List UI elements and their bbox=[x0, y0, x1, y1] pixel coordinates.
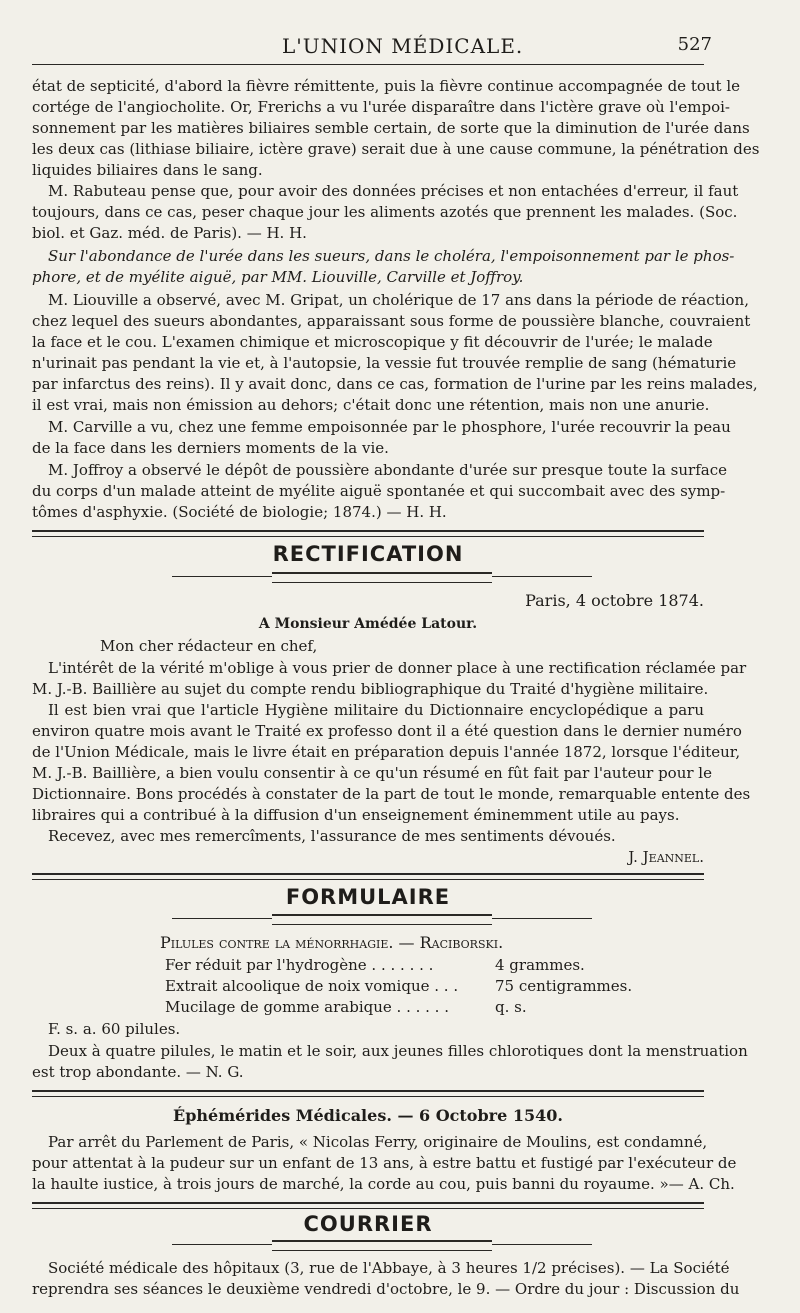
text-line: cortége de l'angiocholite. Or, Frerichs a vu l'urée disparaître dans l'ictère grave où l'empoi- bbox=[32, 98, 730, 116]
section-heading: FORMULAIRE bbox=[285, 885, 451, 909]
text-line: M. Rabuteau pense que, pour avoir des données précises et non entachées d'erreur, il faut bbox=[48, 182, 739, 200]
text-line: du corps d'un malade atteint de myélite aiguë spontanée et qui succombait avec des symp- bbox=[32, 482, 726, 500]
page-number: 527 bbox=[677, 34, 712, 55]
text-line: reprendra ses séances le deuxième vendredi d'octobre, le 9. — Ordre du jour : Discussion du bbox=[32, 1280, 740, 1298]
section-rule bbox=[32, 1202, 704, 1209]
text-line: chez lequel des sueurs abondantes, apparaissant sous forme de poussière blanche, couvraient bbox=[32, 312, 751, 330]
salutation: Mon cher rédacteur en chef, bbox=[100, 637, 318, 655]
text-line: la face et le cou. L'examen chimique et microscopique y fit découvrir de l'urée; le malade bbox=[32, 333, 713, 351]
text-line: M. Carville a vu, chez une femme empoisonnée par le phosphore, l'urée recouvrir la peau bbox=[48, 418, 731, 436]
ornamental-rule bbox=[172, 1240, 592, 1250]
formula-row bbox=[165, 955, 704, 976]
text-line: n'urinait pas pendant la vie et, à l'autopsie, la vessie fut trouvée remplie de sang (hématurie bbox=[32, 354, 737, 372]
formula-row bbox=[165, 976, 704, 997]
section-heading: RECTIFICATION bbox=[272, 542, 464, 566]
text-line: M. J.-B. Baillière au sujet du compte rendu bibliographique du Traité d'hygiène militaire. bbox=[32, 680, 709, 698]
formula-directions: F. s. a. 60 pilules. bbox=[48, 1020, 181, 1038]
text-line: tômes d'asphyxie. (Société de biologie; 1874.) — H. H. bbox=[32, 503, 447, 521]
formula-row bbox=[165, 997, 704, 1018]
text-line: est trop abondante. — N. G. bbox=[32, 1063, 244, 1081]
text-line: état de septicité, d'abord la fièvre rémittente, puis la fièvre continue accompagnée de tout le bbox=[32, 77, 741, 95]
text-line: les deux cas (lithiase biliaire, ictère grave) serait due à une cause commune, la pénétration des bbox=[32, 140, 760, 158]
text-line: M. Liouville a observé, avec M. Gripat, un cholérique de 17 ans dans la période de réaction, bbox=[48, 291, 749, 309]
running-header bbox=[32, 32, 712, 60]
text-line: Il est bien vrai que l'article Hygiène militaire du Dictionnaire encyclopédique a paru bbox=[48, 701, 704, 719]
section-heading: COURRIER bbox=[303, 1212, 433, 1236]
text-line: environ quatre mois avant le Traité ex professo dont il a été question dans le dernier numéro bbox=[32, 722, 742, 740]
section-rule bbox=[32, 530, 704, 537]
text-line: Recevez, avec mes remercîments, l'assurance de mes sentiments dévoués. bbox=[48, 827, 616, 845]
header-rule bbox=[32, 64, 704, 65]
ingredient: Extrait alcoolique de noix vomique . . . bbox=[165, 977, 459, 995]
text-line: par infarctus des reins). Il y avait donc, dans ce cas, formation de l'urine par les reins malades, bbox=[32, 375, 758, 393]
journal-title: L'UNION MÉDICALE. bbox=[282, 34, 524, 58]
section-rule bbox=[32, 1090, 704, 1097]
text-line: Dictionnaire. Bons procédés à constater de la part de tout le monde, remarquable entente des bbox=[32, 785, 751, 803]
text-line: de la face dans les derniers moments de la vie. bbox=[32, 439, 389, 457]
quantity: 75 centigrammes. bbox=[495, 977, 633, 995]
quantity: 4 grammes. bbox=[495, 956, 585, 974]
ornamental-rule bbox=[172, 572, 592, 582]
quantity: q. s. bbox=[495, 998, 527, 1016]
text-line: libraires qui a contribué à la diffusion d'un enseignement éminemment utile au pays. bbox=[32, 806, 680, 824]
ornamental-rule bbox=[172, 914, 592, 924]
signature: J. Jeannel. bbox=[628, 848, 704, 866]
text-line: biol. et Gaz. méd. de Paris). — H. H. bbox=[32, 224, 307, 242]
text-line: M. Joffroy a observé le dépôt de poussière abondante d'urée sur presque toute la surface bbox=[48, 461, 727, 479]
text-line: sonnement par les matières biliaires semble certain, de sorte que la diminution de l'urée dans bbox=[32, 119, 750, 137]
text-line: liquides biliaires dans le sang. bbox=[32, 161, 263, 179]
article-title: Sur l'abondance de l'urée dans les sueurs, dans le choléra, l'empoisonnement par le phos- bbox=[48, 247, 735, 265]
letter-address: A Monsieur Amédée Latour. bbox=[258, 616, 478, 632]
ingredient: Mucilage de gomme arabique . . . . . . bbox=[165, 998, 449, 1016]
ingredient: Fer réduit par l'hydrogène . . . . . . . bbox=[165, 956, 434, 974]
text-line: de l'Union Médicale, mais le livre était en préparation depuis l'année 1872, lorsque l'éditeur, bbox=[32, 743, 741, 761]
formula-title: Pilules contre la ménorrhagie. — Raciborski. bbox=[160, 933, 504, 952]
text-line: L'intérêt de la vérité m'oblige à vous prier de donner place à une rectification réclamée par bbox=[48, 659, 747, 677]
dateline: Paris, 4 octobre 1874. bbox=[525, 591, 704, 610]
text-line: il est vrai, mais non émission au dehors; c'était donc une rétention, mais non une anurie. bbox=[32, 396, 710, 414]
text-line: Deux à quatre pilules, le matin et le soir, aux jeunes filles chlorotiques dont la menstruation bbox=[48, 1042, 748, 1060]
section-rule bbox=[32, 873, 704, 880]
text-line: Société médicale des hôpitaux (3, rue de l'Abbaye, à 3 heures 1/2 précises). — La Société bbox=[48, 1259, 730, 1277]
text-line: la haulte iustice, à trois jours de marché, la corde au cou, puis banni du royaume. »— A. Ch. bbox=[32, 1175, 735, 1193]
text-line: pour attentat à la pudeur sur un enfant de 13 ans, à estre battu et fustigé par l'exécuteur de bbox=[32, 1154, 737, 1172]
section-heading: Éphémérides Médicales. — 6 Octobre 1540. bbox=[173, 1106, 563, 1125]
text-line: M. J.-B. Baillière, a bien voulu consentir à ce qu'un résumé en fût fait par l'auteur pour le bbox=[32, 764, 712, 782]
text-line: toujours, dans ce cas, peser chaque jour les aliments azotés que prennent les malades. (Soc. bbox=[32, 203, 738, 221]
text-line: Par arrêt du Parlement de Paris, « Nicolas Ferry, originaire de Moulins, est condamné, bbox=[48, 1133, 708, 1151]
article-title: phore, et de myélite aiguë, par MM. Liouville, Carville et Joffroy. bbox=[32, 268, 524, 286]
